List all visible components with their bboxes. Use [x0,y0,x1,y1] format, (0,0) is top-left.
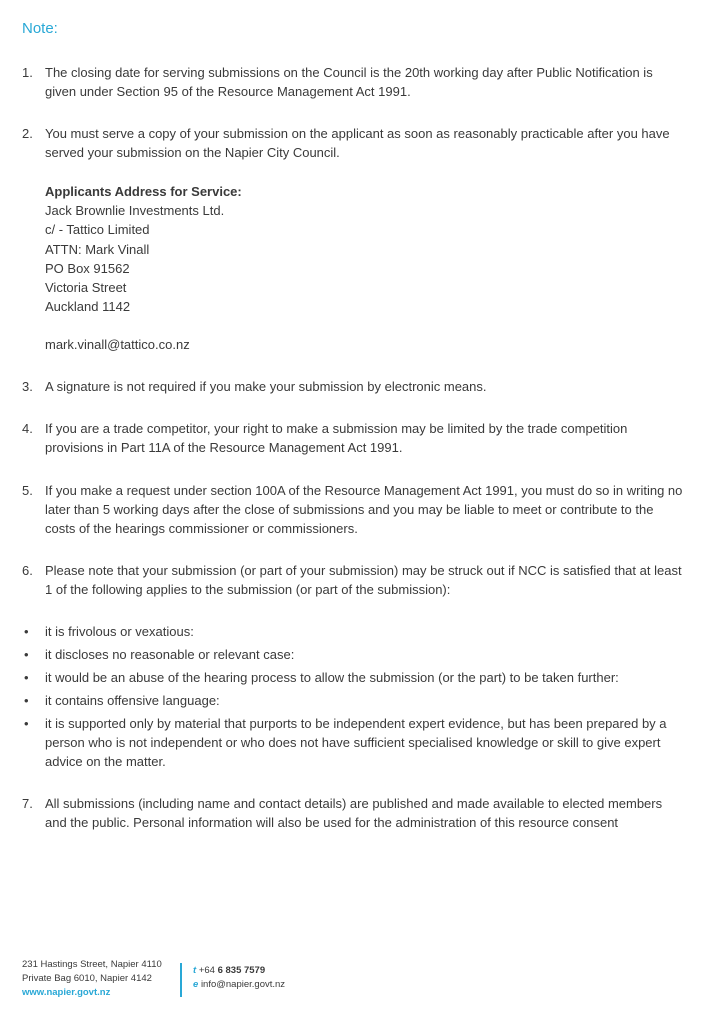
note-item-7 [22,794,684,832]
item-number: 1. [22,65,33,80]
bullet-icon: • [24,716,29,731]
page-title: Note: [22,20,58,37]
item-number: 2. [22,126,33,141]
list-item-text: it is frivolous or vexatious: [45,624,194,639]
bullet-icon: • [24,624,29,639]
item-number: 4. [22,421,33,436]
note-item-3 [22,377,684,396]
item-text: A signature is not required if you make your submission by electronic means. [45,379,487,394]
item-text: All submissions (including name and contact details) are published and made available to elected members and the public. Personal information will also be used for the administration of this resource consent [45,796,663,830]
bullet-icon: • [24,693,29,708]
list-item-text: it is supported only by material that purports to be independent expert evidence, but has been prepared by a person who is not independent or who does not have sufficient specialised knowledge or skill to give expert advice on the matter. [45,716,667,769]
item-number: 3. [22,379,33,394]
phone-number: 6 835 7579 [217,965,266,976]
phone-prefix: +64 [198,965,215,976]
email-address: info@napier.govt.nz [200,979,286,990]
item-number: 6. [22,563,33,578]
address-line: Auckland 1142 [45,299,131,315]
address-line: PO Box 91562 [45,260,130,276]
list-item [22,622,692,641]
note-item-4 [22,419,684,457]
footer-contact [193,964,285,992]
footer-address [22,958,162,1000]
note-item-6 [22,561,684,599]
list-item [22,691,692,710]
list-item [22,668,692,687]
item-number: 5. [22,483,33,498]
item-text: If you make a request under section 100A of the Resource Management Act 1991, you must do so in writing no later than 5 working days after the close of submissions and you may be liable to meet or contribute to the costs of the hearings commissioner or commissioners. [45,483,683,536]
address-heading: Applicants Address for Service: [45,184,242,199]
footer-street: 231 Hastings Street, Napier 4110 [22,959,162,970]
phone-label: t [193,965,197,976]
note-item-1 [22,63,684,101]
applicant-email[interactable]: mark.vinall@tattico.co.nz [45,337,190,352]
item-text: The closing date for serving submissions on the Council is the 20th working day after Public Notification is given under Section 95 of the Resource Management Act 1991. [45,65,653,99]
address-line: ATTN: Mark Vinall [45,241,150,257]
list-item-text: it discloses no reasonable or relevant case: [45,647,295,662]
footer-divider [180,963,182,997]
list-item [22,714,692,771]
address-line: Victoria Street [45,280,127,296]
note-item-5 [22,481,684,538]
bullet-icon: • [24,670,29,685]
applicant-address [45,182,242,316]
item-text: Please note that your submission (or part of your submission) may be struck out if NCC is satisfied that at least 1 of the following applies to the submission (or part of the submission): [45,563,682,597]
bullet-icon: • [24,647,29,662]
item-number: 7. [22,796,33,811]
address-line: c/ - Tattico Limited [45,222,150,238]
footer-phone[interactable] [193,964,285,978]
strike-out-grounds-list [22,622,692,775]
email-label: e [193,979,199,990]
item-text: If you are a trade competitor, your right to make a submission may be limited by the trade competition provisions in Part 11A of the Resource Management Act 1991. [45,421,628,455]
footer-website-link[interactable]: www.napier.govt.nz [22,987,111,998]
list-item-text: it would be an abuse of the hearing process to allow the submission (or the part) to be taken further: [45,670,619,685]
footer-private-bag: Private Bag 6010, Napier 4142 [22,973,152,984]
list-item [22,645,692,664]
list-item-text: it contains offensive language: [45,693,220,708]
address-line: Jack Brownlie Investments Ltd. [45,203,225,219]
footer-email[interactable] [193,978,285,992]
note-item-2 [22,124,684,162]
item-text: You must serve a copy of your submission on the applicant as soon as reasonably practicable after you have served your submission on the Napier City Council. [45,126,670,160]
